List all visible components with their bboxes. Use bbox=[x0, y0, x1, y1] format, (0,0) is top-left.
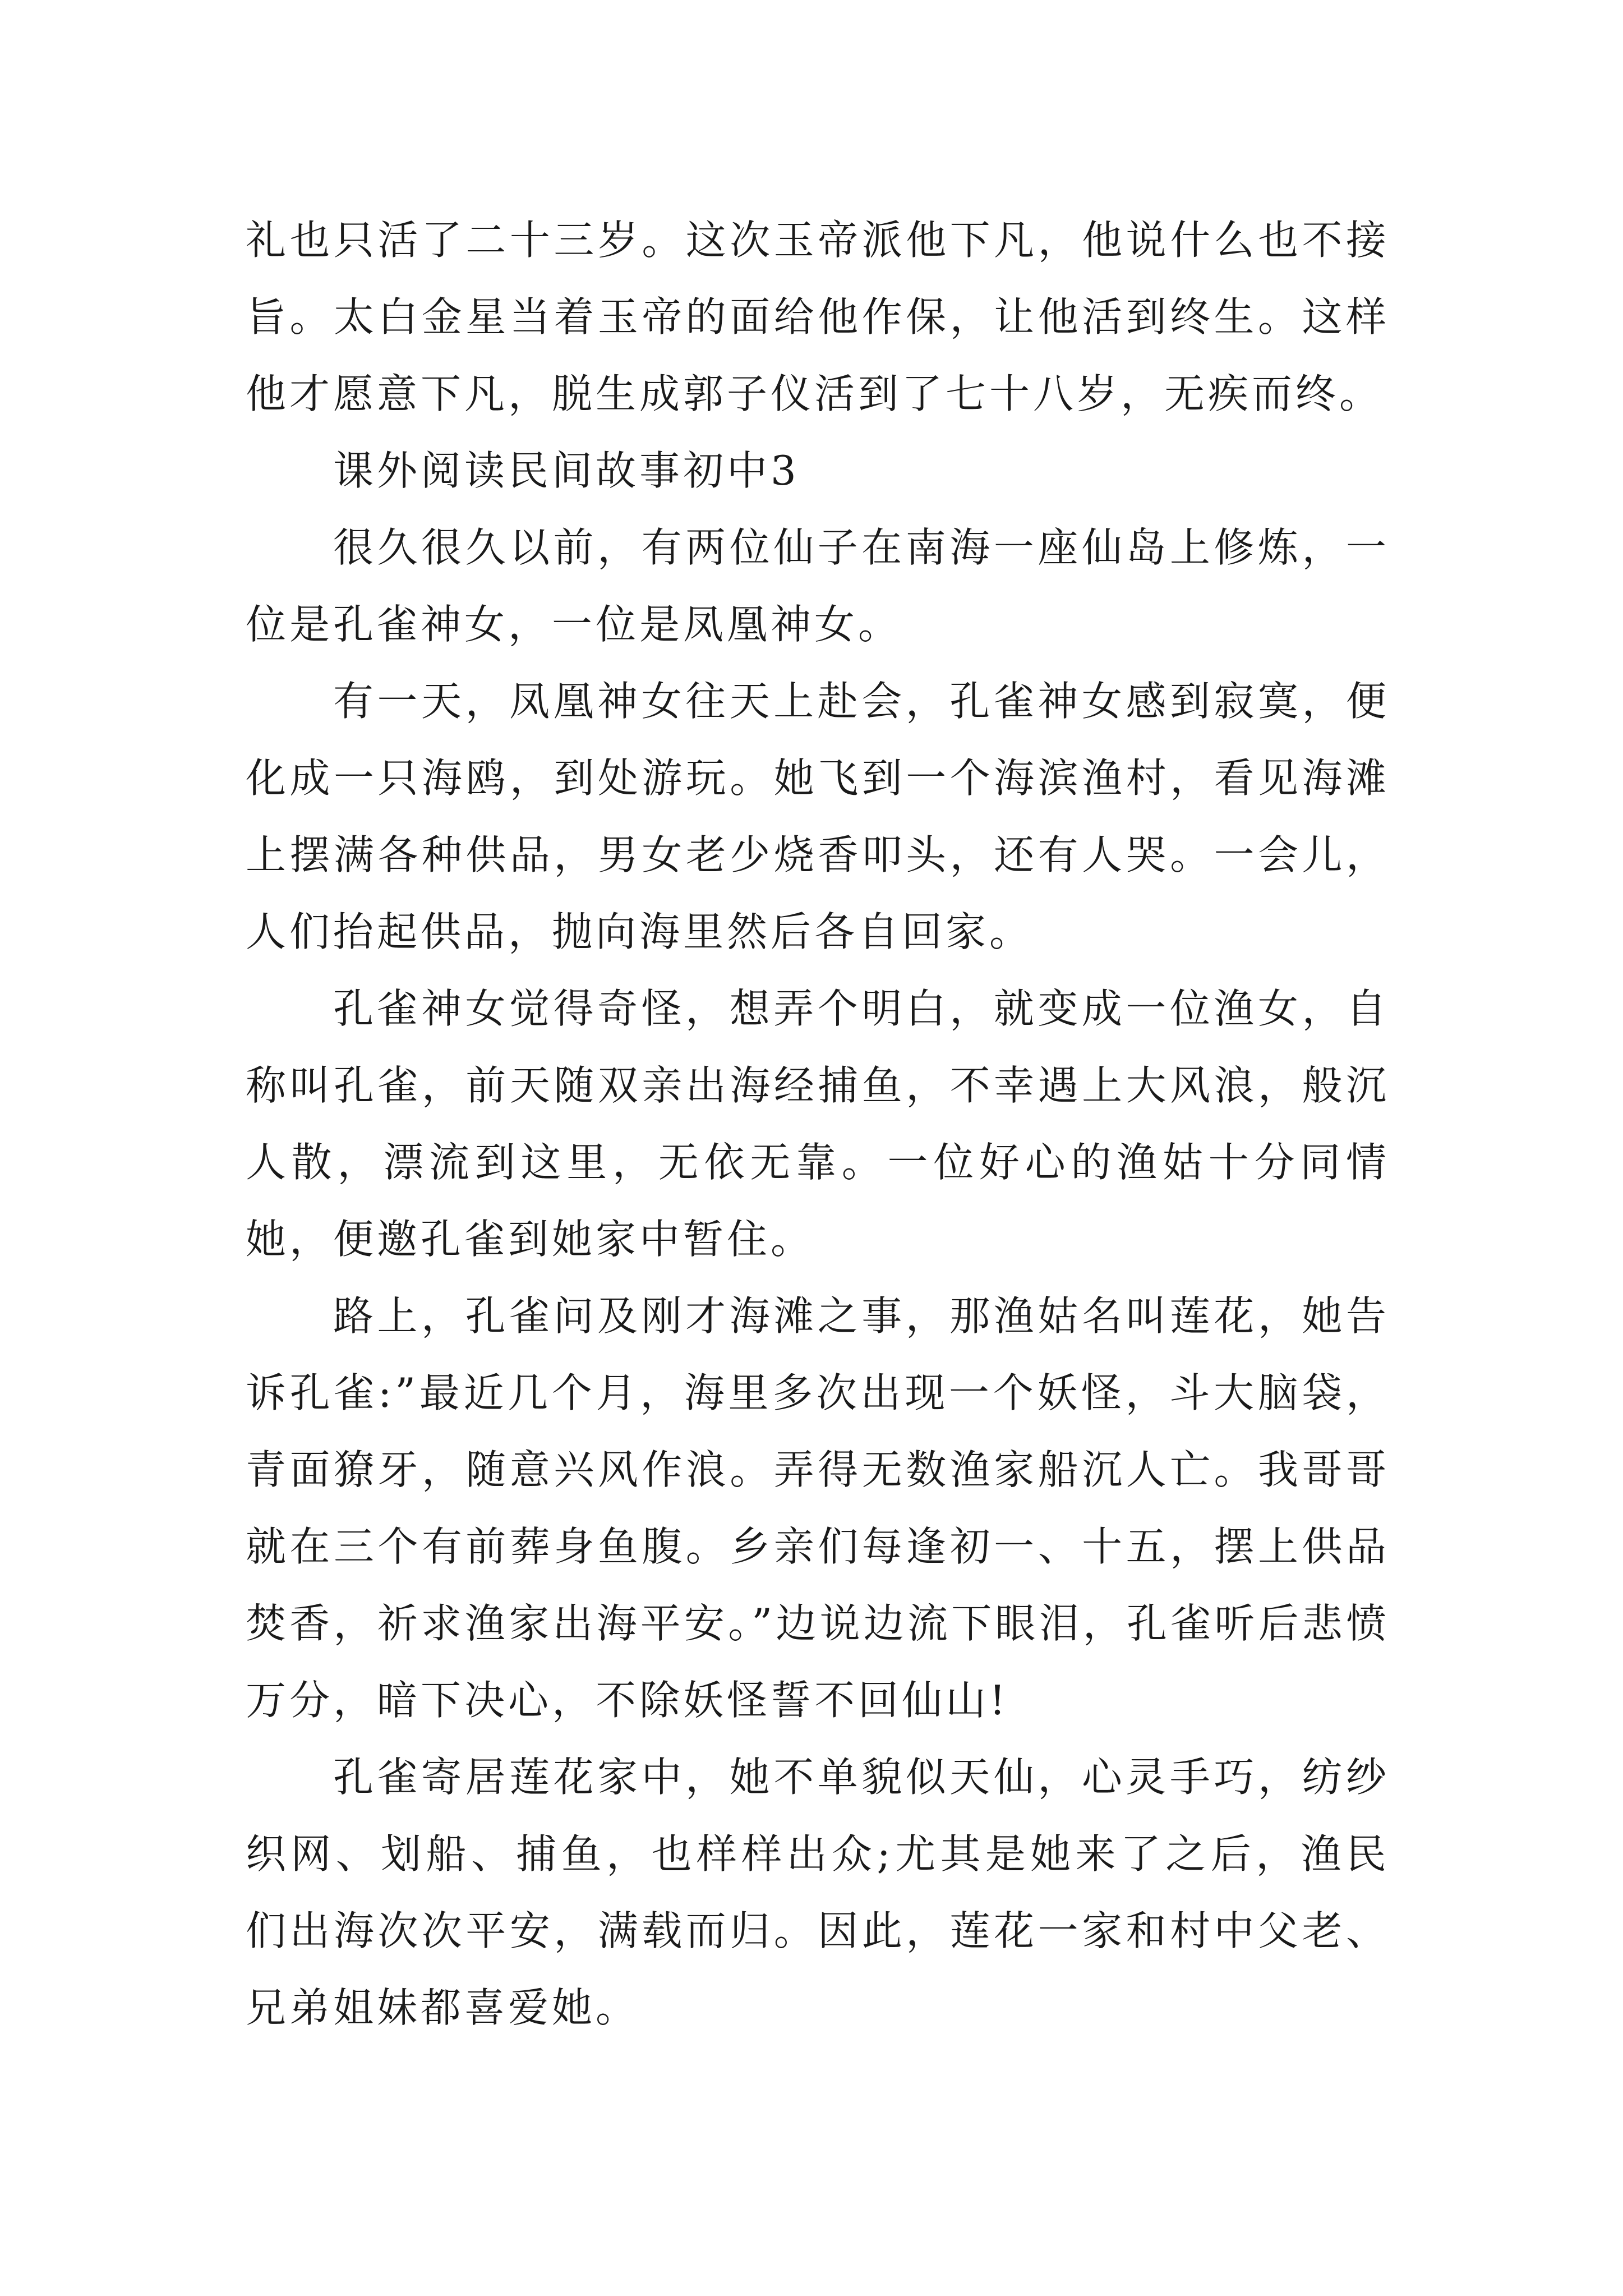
document-body bbox=[246, 202, 1390, 2046]
paragraph-continuation: 礼也只活了二十三岁。这次玉帝派他下凡，他说什么也不接旨。太白金星当着玉帝的面给他作保，让他活到终生。这样他才愿意下凡，脱生成郭子仪活到了七十八岁，无疾而终。 bbox=[246, 217, 1390, 417]
paragraph: 路上，孔雀问及刚才海滩之事，那渔姑名叫莲花，她告诉孔雀:”最近几个月，海里多次出现一个妖怪，斗大脑袋，青面獠牙，随意兴风作浪。弄得无数渔家船沉人亡。我哥哥就在三个有前葬身鱼腹。乡亲们每逢初一、十五，摆上供品焚香，祈求渔家出海平安。”边说边流下眼泪，孔雀听后悲愤万分，暗下决心，不除妖怪誓不回仙山! bbox=[246, 1292, 1390, 1724]
paragraph: 孔雀寄居莲花家中，她不单貌似天仙，心灵手巧，纺纱织网、划船、捕鱼，也样样出众;尤其是她来了之后，渔民们出海次次平安，满载而归。因此，莲花一家和村中父老、兄弟姐妹都喜爱她。 bbox=[246, 1754, 1390, 2031]
paragraph: 孔雀神女觉得奇怪，想弄个明白，就变成一位渔女，自称叫孔雀，前天随双亲出海经捕鱼，不幸遇上大风浪，般沉人散，漂流到这里，无依无靠。一位好心的渔姑十分同情她，便邀孔雀到她家中暂住。 bbox=[246, 985, 1390, 1263]
section-heading: 课外阅读民间故事初中3 bbox=[333, 447, 800, 494]
paragraph: 很久很久以前，有两位仙子在南海一座仙岛上修炼，一位是孔雀神女，一位是凤凰神女。 bbox=[246, 524, 1390, 648]
paragraph: 有一天，凤凰神女往天上赴会，孔雀神女感到寂寞，便化成一只海鸥，到处游玩。她飞到一个海滨渔村，看见海滩上摆满各种供品，男女老少烧香叩头，还有人哭。一会儿，人们抬起供品，抛向海里然后各自回家。 bbox=[246, 678, 1390, 955]
